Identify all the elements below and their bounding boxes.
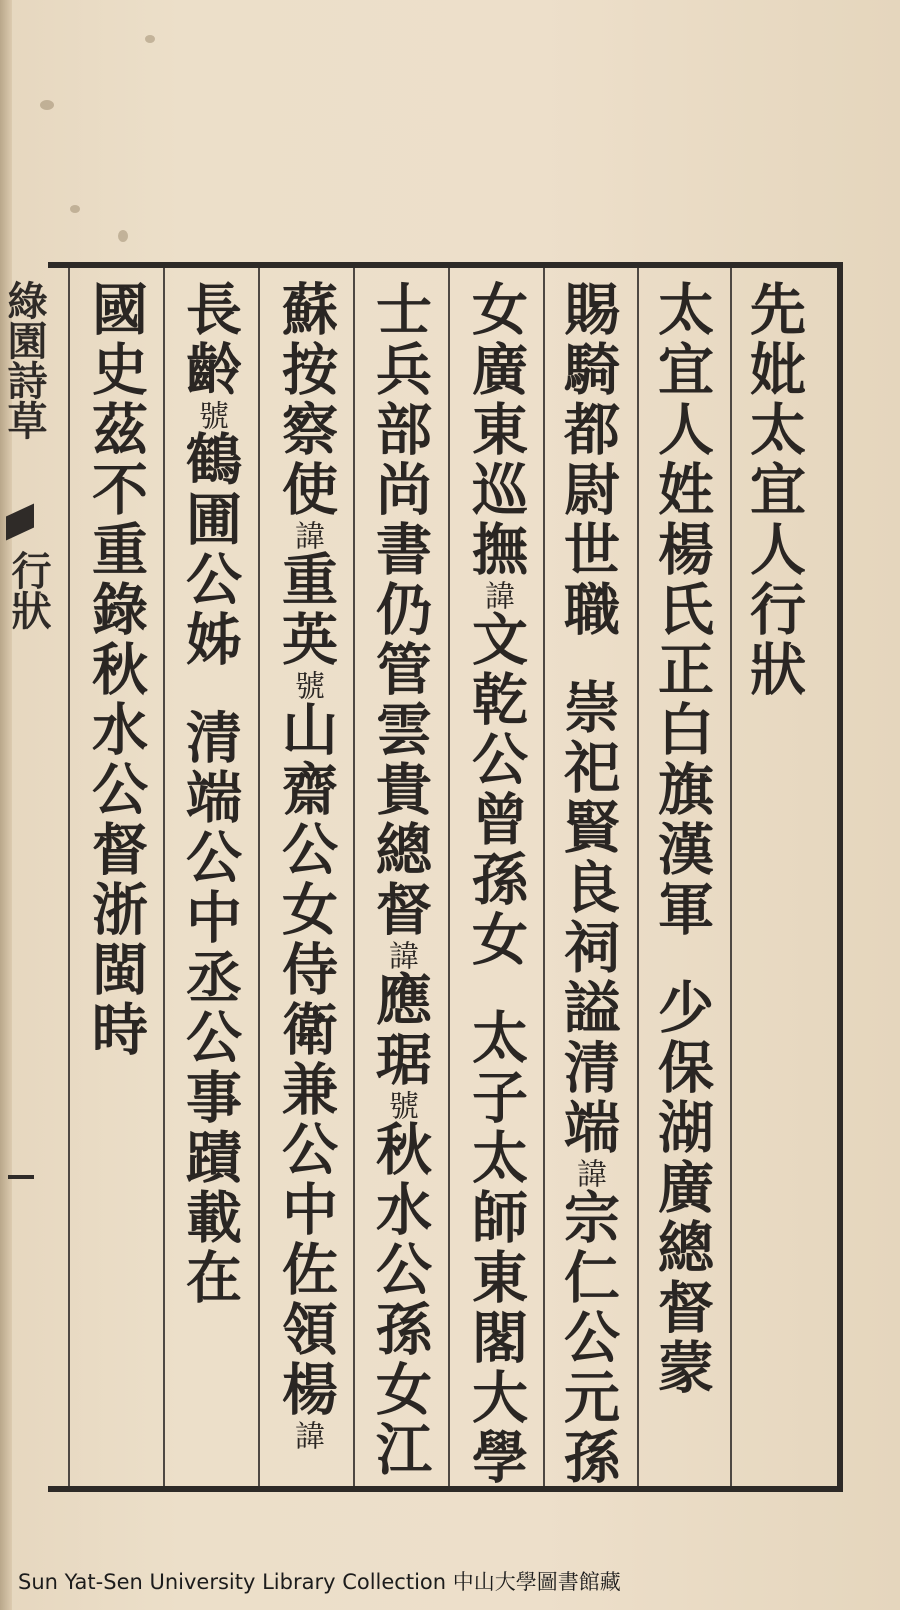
text-column: [650, 280, 714, 1398]
spine-title: 綠園詩草: [1, 280, 48, 440]
library-credit: Sun Yat-Sen University Library Collection 中山大學圖書館藏: [18, 1570, 621, 1594]
spine-page-number: [8, 1175, 34, 1179]
column-text: 賜騎都尉世職: [555, 280, 621, 640]
column-text: 長齡: [177, 280, 243, 400]
column-text: 太宜人姓楊氏正白旗漢軍: [649, 280, 715, 940]
column-text: 鶴圃公姊: [177, 430, 243, 670]
interlinear-note: 諱: [383, 940, 418, 970]
interlinear-note: 諱: [289, 1420, 324, 1450]
spine-margin: [1, 260, 52, 1490]
text-column: [464, 280, 528, 1488]
column-rule: [258, 268, 260, 1486]
interlinear-note: 號: [289, 670, 324, 700]
column-rule: [543, 268, 545, 1486]
column-text: 士兵部尚書仍管雲貴總督: [367, 280, 433, 940]
column-text: 少保湖廣總督蒙: [649, 978, 715, 1398]
interlinear-note: 諱: [479, 580, 514, 610]
column-text: 重英: [273, 550, 339, 670]
interlinear-note: 號: [193, 400, 228, 430]
column-text: 女廣東巡撫: [463, 280, 529, 580]
column-text: 秋水公孫女江: [367, 1120, 433, 1480]
column-rule: [637, 268, 639, 1486]
column-rule: [68, 268, 70, 1486]
column-text: 崇祀賢良祠謚清端: [555, 678, 621, 1158]
column-rule: [730, 268, 732, 1486]
column-text: 山齋公女侍衛兼公中佐領楊: [273, 700, 339, 1420]
text-column: [274, 280, 338, 1450]
column-text: 宗仁公元孫: [555, 1188, 621, 1488]
spine-section: 行狀: [5, 550, 52, 630]
text-column: [742, 280, 806, 700]
paper-stain: [70, 205, 80, 213]
paper-stain: [118, 230, 128, 242]
column-text: 清端公中丞公事蹟載在: [177, 708, 243, 1308]
interlinear-note: 號: [383, 1090, 418, 1120]
text-column: [556, 280, 620, 1488]
text-column: [178, 280, 242, 1308]
interlinear-note: 諱: [571, 1158, 606, 1188]
text-column: [84, 280, 148, 1060]
text-frame: [48, 262, 843, 1492]
column-text: 文乾公曾孫女: [463, 610, 529, 970]
column-rule: [448, 268, 450, 1486]
column-text: 國史茲不重錄秋水公督浙閩時: [83, 280, 149, 1060]
column-text: 太子太師東閣大學: [463, 1008, 529, 1488]
column-text: 應琚: [367, 970, 433, 1090]
text-column: [368, 280, 432, 1480]
column-rule: [163, 268, 165, 1486]
fishtail-mark: [6, 503, 34, 540]
column-text: 先妣太宜人行狀: [741, 280, 807, 700]
column-rule: [353, 268, 355, 1486]
paper-stain: [40, 100, 54, 110]
column-text: 蘇按察使: [273, 280, 339, 520]
interlinear-note: 諱: [289, 520, 324, 550]
paper-stain: [145, 35, 155, 43]
